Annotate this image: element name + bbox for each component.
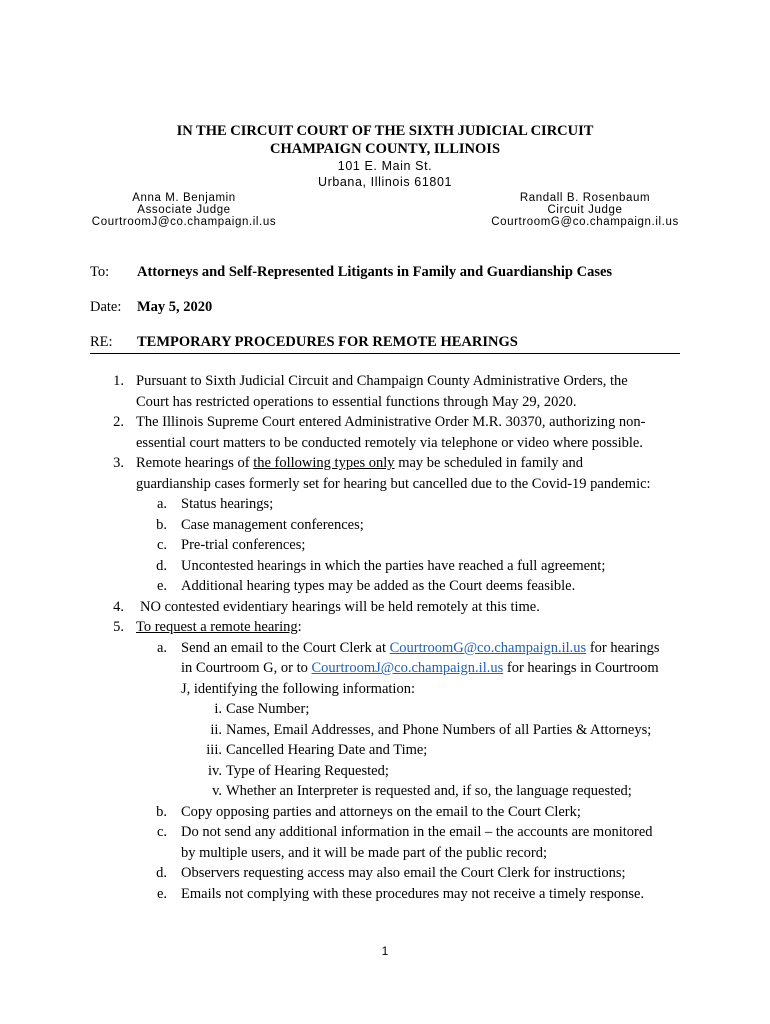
item-5a-ii-text: Names, Email Addresses, and Phone Numbers of all Parties & Attorneys; <box>226 722 652 738</box>
item-5a-i-text: Case Number; <box>226 701 310 717</box>
item-3d-number: d. <box>156 558 167 574</box>
item-2-line-2: essential court matters to be conducted remotely via telephone or video where possible. <box>136 435 643 451</box>
judge-right-email: CourtroomG@co.champaign.il.us <box>491 216 679 228</box>
item-5b-number: b. <box>156 804 167 820</box>
judge-right-name: Randall B. Rosenbaum <box>519 192 651 204</box>
item-5a-line-2-pre: in Courtroom G, or to <box>181 660 312 676</box>
re-value: TEMPORARY PROCEDURES FOR REMOTE HEARINGS <box>137 334 518 350</box>
item-2-number: 2. <box>113 414 124 430</box>
judge-left-title: Associate Judge <box>137 204 231 216</box>
item-5d-number: d. <box>156 865 167 881</box>
item-3-line-1-pre: Remote hearings of <box>136 455 254 471</box>
judge-left-email: CourtroomJ@co.champaign.il.us <box>91 216 277 228</box>
item-5a-line-3: J, identifying the following information: <box>181 681 415 697</box>
item-3d-text: Uncontested hearings in which the parties have reached a full agreement; <box>181 558 606 574</box>
item-5a-iv-text: Type of Hearing Requested; <box>226 763 389 779</box>
item-5e-number: e. <box>156 886 167 902</box>
item-1-number: 1. <box>113 373 124 389</box>
item-5a-iv-number: iv. <box>208 763 222 779</box>
item-3-line-1 <box>136 455 583 472</box>
date-value: May 5, 2020 <box>137 299 213 315</box>
page-number: 1 <box>381 944 389 958</box>
item-5b-text: Copy opposing parties and attorneys on the email to the Court Clerk; <box>181 804 581 820</box>
item-5a-v-number: v. <box>212 783 222 799</box>
item-5-heading <box>136 619 302 636</box>
item-5a-iii-number: iii. <box>206 742 222 758</box>
city-address: Urbana, Illinois 61801 <box>317 175 453 189</box>
item-5a-ii-number: ii. <box>210 722 222 738</box>
item-5a-line-2 <box>181 660 659 677</box>
item-5a-iii-text: Cancelled Hearing Date and Time; <box>226 742 428 758</box>
item-5c-line-2: by multiple users, and it will be made part of the public record; <box>181 845 548 861</box>
item-3-line-2: guardianship cases formerly set for hearing but cancelled due to the Covid-19 pandemic: <box>136 476 651 492</box>
date-label: Date: <box>90 299 122 315</box>
item-5c-number: c. <box>156 824 167 840</box>
court-title: IN THE CIRCUIT COURT OF THE SIXTH JUDICIAL CIRCUIT <box>176 123 594 139</box>
item-3-number: 3. <box>113 455 124 471</box>
item-3b-number: b. <box>156 517 167 533</box>
item-2-line-1: The Illinois Supreme Court entered Administrative Order M.R. 30370, authorizing non- <box>136 414 646 430</box>
item-3a-text: Status hearings; <box>181 496 274 512</box>
item-5a-number: a. <box>156 640 167 656</box>
judge-left-name: Anna M. Benjamin <box>132 192 236 204</box>
item-5a-line-1-post: for hearings <box>586 640 660 656</box>
item-5e-text: Emails not complying with these procedures may not receive a timely response. <box>181 886 645 902</box>
item-1-line-1: Pursuant to Sixth Judicial Circuit and Champaign County Administrative Orders, the <box>136 373 628 389</box>
item-5a-line-1 <box>181 640 659 657</box>
judge-right-block <box>465 192 705 228</box>
item-5d-text: Observers requesting access may also email the Court Clerk for instructions; <box>181 865 626 881</box>
item-3a-number: a. <box>156 496 167 512</box>
item-5c-line-1: Do not send any additional information in the email – the accounts are monitored <box>181 824 653 840</box>
item-3c-text: Pre-trial conferences; <box>181 537 306 553</box>
item-1-line-2: Court has restricted operations to essential functions through May 29, 2020. <box>136 394 577 410</box>
county-title: CHAMPAIGN COUNTY, ILLINOIS <box>269 141 501 157</box>
item-5-number: 5. <box>113 619 124 635</box>
item-3e-text: Additional hearing types may be added as the Court deems feasible. <box>181 578 576 594</box>
courtroom-j-email-link[interactable]: CourtroomJ@co.champaign.il.us <box>311 660 504 676</box>
to-label: To: <box>90 264 110 280</box>
item-5a-line-2-post: for hearings in Courtroom <box>503 660 659 676</box>
courtroom-g-email-link[interactable]: CourtroomG@co.champaign.il.us <box>389 640 587 656</box>
to-value: Attorneys and Self-Represented Litigants in Family and Guardianship Cases <box>137 264 613 280</box>
item-3b-text: Case management conferences; <box>181 517 364 533</box>
header-divider <box>90 353 680 354</box>
item-5a-line-1-pre: Send an email to the Court Clerk at <box>181 640 390 656</box>
item-3c-number: c. <box>156 537 167 553</box>
item-3-underlined-phrase: the following types only <box>253 455 395 471</box>
item-5-heading-colon: : <box>297 619 302 635</box>
judge-right-title: Circuit Judge <box>547 204 623 216</box>
judge-left-block <box>64 192 304 228</box>
item-5a-i-number: i. <box>214 701 222 717</box>
item-4-text: NO contested evidentiary hearings will be held remotely at this time. <box>140 599 540 615</box>
item-3-line-1-post: may be scheduled in family and <box>394 455 584 471</box>
item-4-number: 4. <box>113 599 124 615</box>
item-5a-v-text: Whether an Interpreter is requested and, if so, the language requested; <box>226 783 632 799</box>
item-3e-number: e. <box>156 578 167 594</box>
re-label: RE: <box>90 334 113 350</box>
street-address: 101 E. Main St. <box>337 159 433 173</box>
item-5-heading-text: To request a remote hearing <box>136 619 298 635</box>
